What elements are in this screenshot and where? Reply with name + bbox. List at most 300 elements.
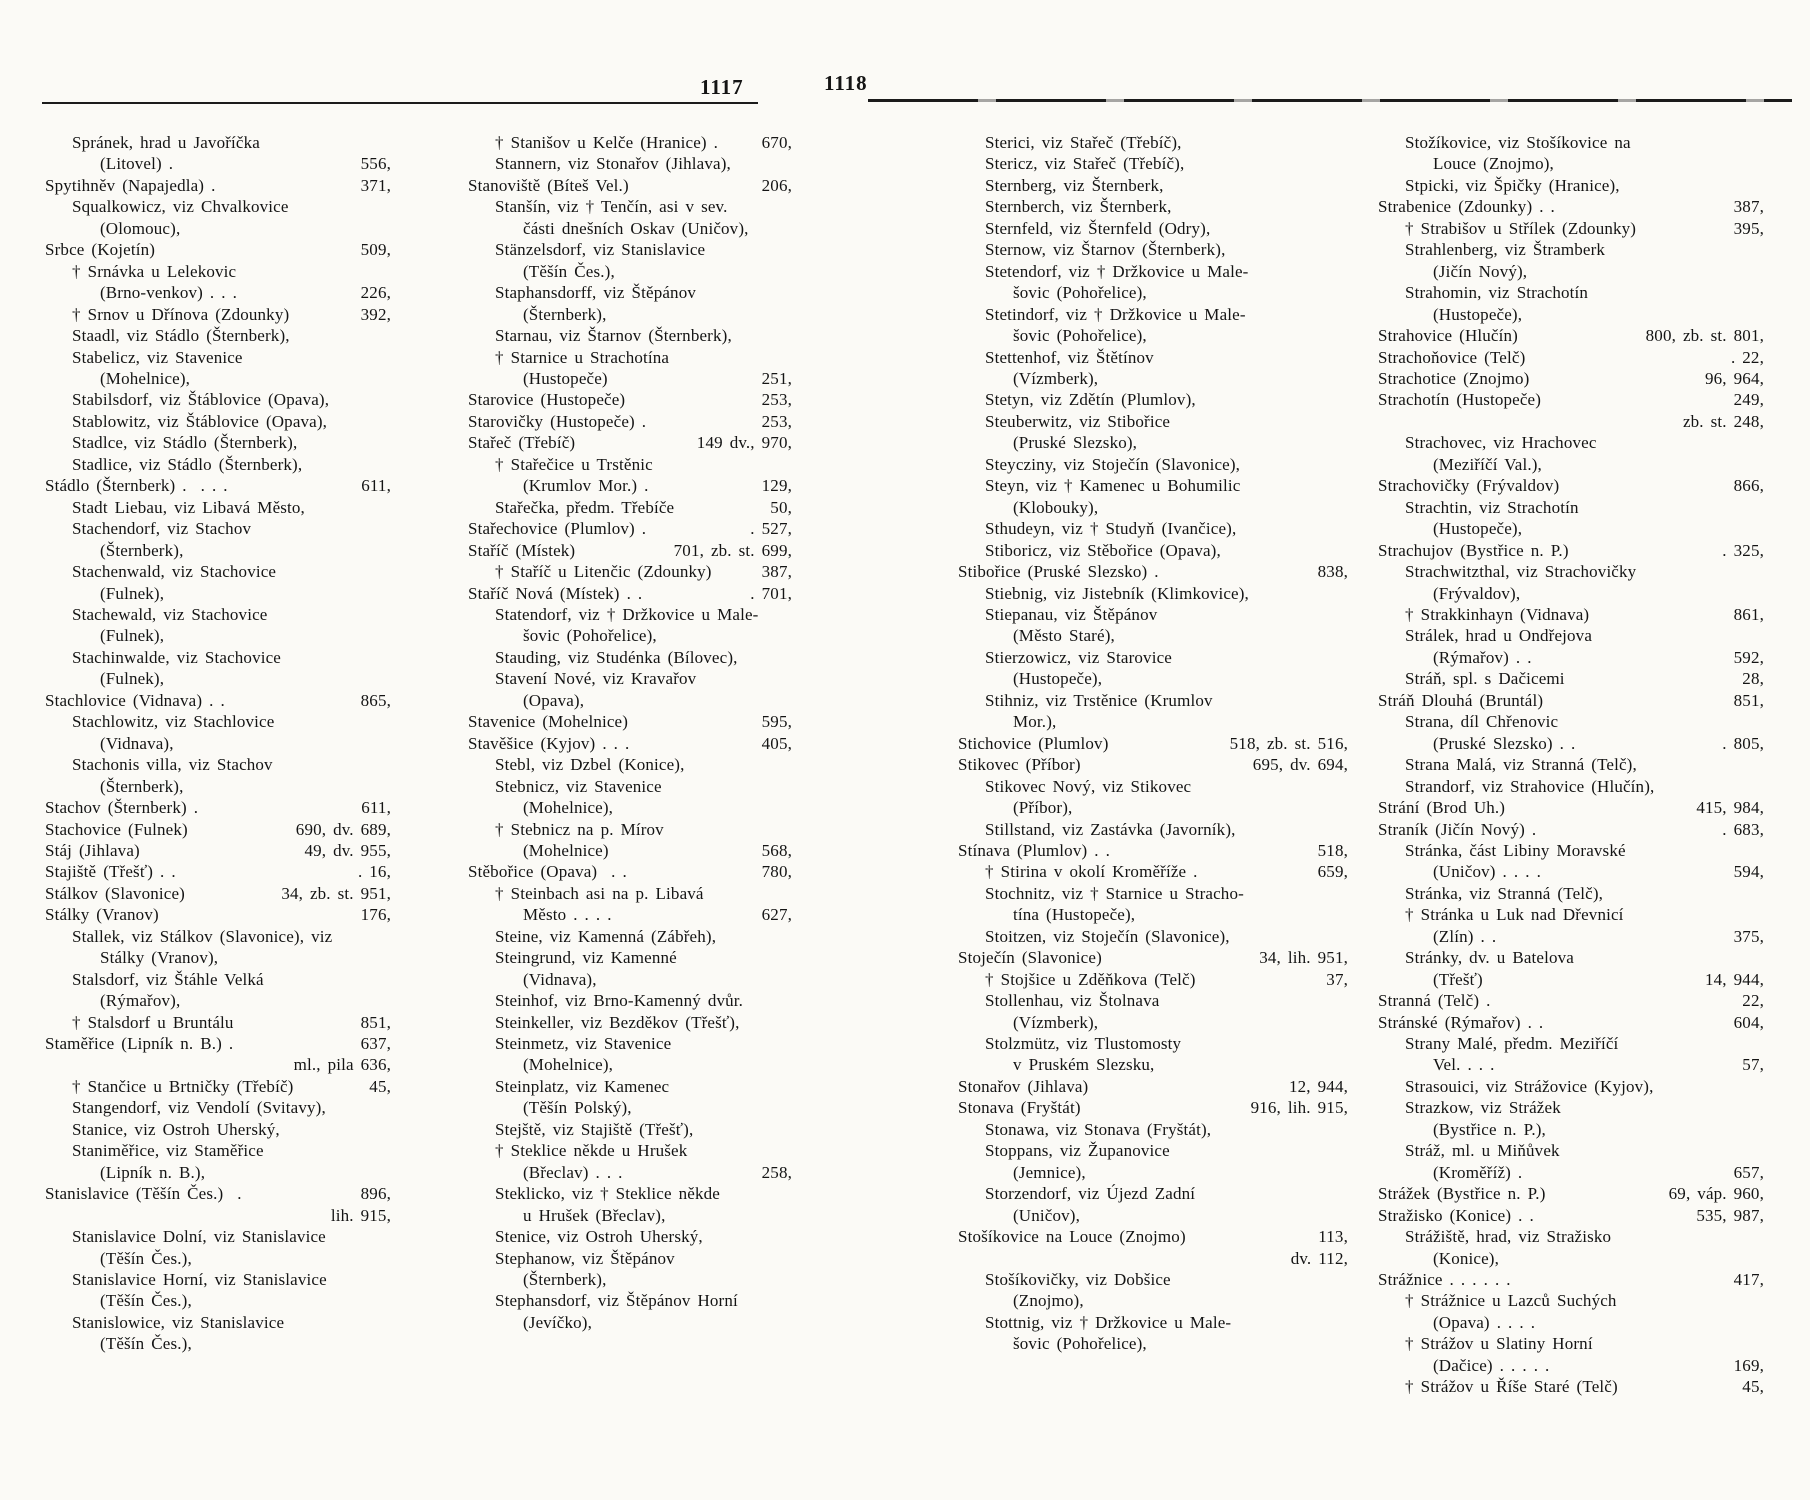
index-entry-line [1378, 325, 1764, 346]
index-entry-line [468, 1248, 792, 1269]
entry-text: Stanice, viz Ostroh Uherský, [72, 1119, 280, 1139]
index-entry-line [1378, 797, 1764, 818]
entry-page-ref: 637, [360, 1034, 391, 1054]
index-entry-line [958, 218, 1348, 239]
index-entry-line [958, 518, 1348, 539]
index-entry-line [45, 625, 391, 646]
index-entry-line [468, 411, 792, 432]
index-entry-line [468, 647, 792, 668]
entry-text: Strachoňovice (Telč) [1378, 347, 1526, 367]
entry-text: (Uničov) . . . . [1433, 862, 1541, 882]
index-column-1117-right [468, 132, 792, 1333]
index-entry-line [468, 690, 792, 711]
entry-text: Stavení Nové, viz Kravařov [495, 669, 697, 689]
entry-text: (Těšín Čes.), [100, 1334, 192, 1354]
entry-text [1620, 411, 1675, 432]
index-entry-line [1378, 1312, 1764, 1333]
entry-text: (Mohelnice), [523, 1055, 614, 1075]
index-entry-line [1378, 947, 1764, 968]
index-entry-line [45, 711, 391, 732]
entry-text: Starovičky (Hustopeče) . [468, 411, 647, 431]
index-entry-line [1378, 1033, 1764, 1054]
index-entry-line [1378, 411, 1764, 432]
index-entry-line [45, 497, 391, 518]
entry-text: Stádlo (Šternberk) . . . . [45, 476, 228, 496]
entry-text: Stajiště (Třešť) . . [45, 862, 176, 882]
index-entry-line [45, 883, 391, 904]
entry-page-ref: 96, 964, [1705, 368, 1764, 388]
index-entry-line [958, 969, 1348, 990]
entry-text: Stiepanau, viz Štěpánov [985, 604, 1158, 624]
index-entry-line [1378, 733, 1764, 754]
entry-text: Stanislavice (Těšín Čes.) . [45, 1184, 242, 1204]
index-entry-line [958, 454, 1348, 475]
entry-text: (Hustopeče), [1433, 519, 1523, 539]
page-number-right: 1118 [824, 71, 868, 95]
entry-page-ref: 405, [761, 733, 792, 753]
entry-text: (Šternberk), [100, 540, 184, 560]
entry-page-ref: 50, [770, 497, 792, 517]
entry-text: Strany Malé, předm. Meziříčí [1405, 1034, 1619, 1054]
entry-page-ref: dv. 112, [1290, 1248, 1348, 1268]
index-entry-line [1378, 218, 1764, 239]
entry-text: Steyn, viz † Kamenec u Bohumilic [985, 476, 1241, 496]
index-entry-line [1378, 368, 1764, 389]
entry-text: Stachlovice (Vidnava) . . [45, 690, 225, 710]
index-entry-line [1378, 1248, 1764, 1269]
entry-text: Strasouici, viz Strážovice (Kyjov), [1405, 1076, 1654, 1096]
index-entry-line [45, 990, 391, 1011]
entry-text: (Těšín Polský), [523, 1098, 632, 1118]
entry-text: Stiebnig, viz Jistebník (Klimkovice), [985, 583, 1249, 603]
entry-page-ref: 226, [360, 283, 391, 303]
entry-text: Steinplatz, viz Kamenec [495, 1076, 670, 1096]
entry-text: (Vízmberk), [1013, 368, 1099, 388]
entry-text: Stauding, viz Studénka (Bílovec), [495, 647, 738, 667]
index-entry-line [958, 947, 1348, 968]
index-entry-line [1378, 969, 1764, 990]
entry-text: (Klobouky), [1013, 497, 1099, 517]
entry-page-ref: 57, [1742, 1055, 1764, 1075]
entry-text: Starnau, viz Štarnov (Šternberk), [495, 326, 732, 346]
index-entry-line [45, 1226, 391, 1247]
entry-text: Stachinwalde, viz Stachovice [72, 647, 281, 667]
index-entry-line [45, 304, 391, 325]
entry-page-ref: 916, lih. 915, [1250, 1098, 1348, 1118]
index-entry-line [958, 1290, 1348, 1311]
entry-text: Stadt Liebau, viz Libavá Město, [72, 497, 305, 517]
index-entry-line [468, 926, 792, 947]
entry-text: Strana Malá, viz Stranná (Telč), [1405, 755, 1637, 775]
entry-text: Stetyn, viz Zdětín (Plumlov), [985, 390, 1196, 410]
entry-text: Stallek, viz Stálkov (Slavonice), viz [72, 926, 333, 946]
entry-text: Stadlice, viz Stádlo (Šternberk), [72, 454, 303, 474]
entry-text: u Hrušek (Břeclav), [523, 1205, 666, 1225]
entry-text: Stráň Dlouhá (Bruntál) [1378, 690, 1544, 710]
index-entry-line [468, 733, 792, 754]
index-entry-line [958, 1226, 1348, 1247]
entry-text: tína (Hustopeče), [1013, 905, 1136, 925]
index-entry-line [958, 432, 1348, 453]
entry-text: části dnešních Oskav (Uničov), [523, 218, 749, 238]
index-entry-line [468, 1183, 792, 1204]
index-entry-line [1378, 904, 1764, 925]
entry-text: (Vízmberk), [1013, 1012, 1099, 1032]
index-entry-line [45, 604, 391, 625]
entry-text: (Pruské Slezsko), [1013, 433, 1138, 453]
index-entry-line [45, 1076, 391, 1097]
index-entry-line [958, 1312, 1348, 1333]
entry-text: Stannern, viz Stonařov (Jihlava), [495, 154, 731, 174]
index-entry-line [958, 282, 1348, 303]
entry-text: Stachewald, viz Stachovice [72, 604, 268, 624]
index-entry-line [958, 239, 1348, 260]
entry-text: Stařečka, předm. Třebíče [495, 497, 675, 517]
entry-page-ref: 838, [1317, 562, 1348, 582]
entry-text: Strandorf, viz Strahovice (Hlučín), [1405, 776, 1655, 796]
entry-text: † Stránka u Luk nad Dřevnicí [1405, 905, 1624, 925]
index-entry-line [1378, 711, 1764, 732]
entry-text: Stottnig, viz † Držkovice u Male- [985, 1312, 1232, 1332]
entry-text: (Hustopeče), [1013, 669, 1103, 689]
entry-text: Sternberg, viz Šternberk, [985, 175, 1164, 195]
entry-text: Stanislowice, viz Stanislavice [72, 1312, 285, 1332]
entry-text: Stonařov (Jihlava) [958, 1076, 1089, 1096]
index-entry-line [468, 132, 792, 153]
entry-text: (Těšín Čes.), [523, 261, 615, 281]
entry-text: Stínava (Plumlov) . . [958, 840, 1110, 860]
index-entry-line [1378, 1205, 1764, 1226]
entry-text: (Město Staré), [1013, 626, 1115, 646]
entry-text: (Znojmo), [1013, 1291, 1084, 1311]
index-entry-line [958, 1205, 1348, 1226]
entry-page-ref: 45, [1742, 1377, 1764, 1397]
index-entry-line [1378, 840, 1764, 861]
entry-text: Stollenhau, viz Štolnava [985, 991, 1160, 1011]
entry-page-ref: 22, [1742, 991, 1764, 1011]
index-column-1118-right [1378, 132, 1764, 1398]
index-entry-line [1378, 1097, 1764, 1118]
entry-page-ref: 415, 984, [1696, 798, 1764, 818]
entry-text: Strahlenberg, viz Štramberk [1405, 240, 1606, 260]
entry-text: Stettenhof, viz Štětínov [985, 347, 1154, 367]
index-entry-line [958, 861, 1348, 882]
entry-text: Strachtin, viz Strachotín [1405, 497, 1579, 517]
entry-page-ref: 417, [1733, 1270, 1764, 1290]
entry-text: Stibořice (Pruské Slezsko) . [958, 562, 1159, 582]
entry-page-ref: 129, [761, 476, 792, 496]
entry-text: † Srnov u Dřínova (Zdounky) [72, 304, 290, 324]
index-entry-line [958, 497, 1348, 518]
entry-text: (Lipník n. B.), [100, 1162, 206, 1182]
index-entry-line [45, 368, 391, 389]
index-entry-line [958, 347, 1348, 368]
index-entry-line [468, 196, 792, 217]
index-entry-line [468, 518, 792, 539]
index-entry-line [45, 561, 391, 582]
entry-text [268, 1205, 323, 1226]
entry-text: Stáj (Jihlava) [45, 840, 140, 860]
entry-text: Stálky (Vranov), [100, 948, 219, 968]
index-entry-line [45, 218, 391, 239]
entry-page-ref: 800, zb. st. 801, [1645, 326, 1764, 346]
entry-text: (Vidnava), [100, 733, 174, 753]
index-entry-line [45, 454, 391, 475]
index-entry-line [468, 819, 792, 840]
entry-text: Strachotice (Znojmo) [1378, 368, 1530, 388]
index-entry-line [958, 733, 1348, 754]
index-entry-line [468, 668, 792, 689]
entry-page-ref: 253, [761, 411, 792, 431]
entry-text: Stebl, viz Dzbel (Konice), [495, 755, 685, 775]
entry-text: Stabilsdorf, viz Štáblovice (Opava), [72, 390, 330, 410]
entry-text: Strážek (Bystřice n. P.) [1378, 1184, 1546, 1204]
entry-page-ref: 387, [761, 562, 792, 582]
entry-text: Stoppans, viz Županovice [985, 1141, 1170, 1161]
index-entry-line [45, 1269, 391, 1290]
entry-text: Stephanow, viz Štěpánov [495, 1248, 675, 1268]
entry-text: Stráň, spl. s Dačicemi [1405, 669, 1565, 689]
index-entry-line [45, 926, 391, 947]
entry-text: Stachendorf, viz Stachov [72, 519, 252, 539]
entry-text: (Hustopeče) [523, 368, 608, 388]
index-entry-line [45, 947, 391, 968]
entry-text: Mor.), [1013, 712, 1057, 732]
entry-text: Stachenwald, viz Stachovice [72, 562, 277, 582]
index-entry-line [1378, 304, 1764, 325]
entry-page-ref: 14, 944, [1705, 969, 1764, 989]
index-entry-line [1378, 132, 1764, 153]
entry-text: Stänzelsdorf, viz Stanislavice [495, 240, 706, 260]
entry-text: (Kroměříž) . [1433, 1162, 1523, 1182]
index-entry-line [468, 1312, 792, 1333]
entry-page-ref: . 805, [1722, 733, 1764, 753]
entry-text: (Třešť) [1433, 969, 1483, 989]
entry-page-ref: 866, [1733, 476, 1764, 496]
index-entry-line [958, 647, 1348, 668]
index-entry-line [468, 432, 792, 453]
entry-page-ref: 595, [761, 712, 792, 732]
index-entry-line [468, 368, 792, 389]
entry-text: Staphansdorff, viz Štěpánov [495, 283, 696, 303]
entry-text: Sterici, viz Stařeč (Třebíč), [985, 133, 1182, 152]
index-entry-line [1378, 347, 1764, 368]
entry-text: (Opava) . . . . [1433, 1312, 1536, 1332]
index-entry-line [45, 861, 391, 882]
entry-text: (Šternberk), [523, 304, 607, 324]
index-entry-line [1378, 475, 1764, 496]
header-rule-left [42, 102, 758, 104]
entry-text [231, 1054, 286, 1075]
entry-page-ref: 657, [1733, 1162, 1764, 1182]
entry-text: Steinmetz, viz Stavenice [495, 1034, 672, 1054]
index-entry-line [1378, 175, 1764, 196]
index-entry-line [468, 947, 792, 968]
index-entry-line [468, 904, 792, 925]
entry-text: (Fulnek), [100, 626, 165, 646]
index-entry-line [1378, 1269, 1764, 1290]
entry-text: Strážiště, hrad, viz Stražisko [1405, 1227, 1612, 1247]
index-entry-line [958, 561, 1348, 582]
index-entry-line [468, 475, 792, 496]
index-entry-line [1378, 754, 1764, 775]
index-entry-line [45, 325, 391, 346]
index-entry-line [468, 282, 792, 303]
entry-text: Stangendorf, viz Vendolí (Svitavy), [72, 1098, 326, 1118]
index-entry-line [468, 1119, 792, 1140]
entry-text: Stoitzen, viz Stoječín (Slavonice), [985, 926, 1230, 946]
index-entry-line [468, 1162, 792, 1183]
entry-page-ref: 149 dv., 970, [696, 433, 792, 453]
index-entry-line [45, 132, 391, 153]
entry-text: † Strabišov u Střílek (Zdounky) [1405, 218, 1637, 238]
index-entry-line [45, 690, 391, 711]
entry-page-ref: 395, [1733, 218, 1764, 238]
entry-text: Stonawa, viz Stonava (Fryštát), [985, 1119, 1212, 1139]
entry-page-ref: 780, [761, 862, 792, 882]
index-entry-line [958, 175, 1348, 196]
index-entry-line [45, 1054, 391, 1075]
entry-text: Stiboricz, viz Stěbořice (Opava), [985, 540, 1221, 560]
entry-text: (Břeclav) . . . [523, 1162, 623, 1182]
entry-text: Squalkowicz, viz Chvalkovice [72, 197, 289, 217]
index-entry-line [958, 261, 1348, 282]
entry-text: † Stařečice u Trstěnic [495, 454, 653, 474]
entry-text: † Strážnice u Lazců Suchých [1405, 1291, 1617, 1311]
entry-text: (Rýmařov), [100, 991, 181, 1011]
entry-text: Steinkeller, viz Bezděkov (Třešť), [495, 1012, 740, 1032]
entry-text: (Šternberk), [100, 776, 184, 796]
entry-page-ref: 258, [761, 1162, 792, 1182]
entry-text: (Fulnek), [100, 669, 165, 689]
entry-text: Steine, viz Kamenná (Zábřeh), [495, 926, 717, 946]
entry-page-ref: 594, [1733, 862, 1764, 882]
index-entry-line [958, 1054, 1348, 1075]
entry-text: Stošíkovice na Louce (Znojmo) [958, 1227, 1186, 1247]
index-entry-line [468, 990, 792, 1011]
entry-text: (Olomouc), [100, 218, 181, 238]
index-entry-line [45, 1312, 391, 1333]
index-entry-line [1378, 518, 1764, 539]
entry-text: Stericz, viz Stařeč (Třebíč), [985, 154, 1185, 174]
entry-text: Stránky, dv. u Batelova [1405, 948, 1574, 968]
index-entry-line [958, 1162, 1348, 1183]
entry-text: (Brno-venkov) . . . [100, 283, 238, 303]
index-entry-line [1378, 1012, 1764, 1033]
entry-text: (Meziříčí Val.), [1433, 454, 1542, 474]
index-entry-line [958, 668, 1348, 689]
index-entry-line [45, 840, 391, 861]
index-entry-line [1378, 454, 1764, 475]
index-entry-line [1378, 540, 1764, 561]
entry-page-ref: 535, 987, [1696, 1205, 1764, 1225]
entry-page-ref: 249, [1733, 390, 1764, 410]
entry-page-ref: 375, [1733, 926, 1764, 946]
index-entry-line [1378, 1355, 1764, 1376]
index-entry-line [468, 1290, 792, 1311]
entry-page-ref: 113, [1318, 1227, 1348, 1247]
entry-text: Stetendorf, viz † Držkovice u Male- [985, 261, 1249, 281]
entry-text: Stožíkovice, viz Stošíkovice na [1405, 133, 1631, 152]
index-entry-line [468, 1140, 792, 1161]
entry-text: Strana, díl Chřenovic [1405, 712, 1559, 732]
index-entry-line [468, 1205, 792, 1226]
index-entry-line [45, 733, 391, 754]
entry-text: Stihniz, viz Trstěnice (Krumlov [985, 690, 1213, 710]
entry-text: (Vidnava), [523, 969, 597, 989]
entry-text: Stránka, část Libiny Moravské [1405, 840, 1626, 860]
index-entry-line [958, 304, 1348, 325]
entry-page-ref: 865, [360, 690, 391, 710]
index-entry-line [958, 325, 1348, 346]
entry-page-ref: 611, [361, 476, 391, 496]
entry-text: Stachov (Šternberk) . [45, 798, 199, 818]
index-entry-line [958, 754, 1348, 775]
index-entry-line [1378, 1076, 1764, 1097]
index-entry-line [45, 175, 391, 196]
entry-text: † Strážov u Slatiny Horní [1405, 1334, 1593, 1354]
index-entry-line [958, 1076, 1348, 1097]
entry-text: Stěbořice (Opava) . . [468, 862, 627, 882]
entry-page-ref: 627, [761, 905, 792, 925]
index-entry-line [1378, 647, 1764, 668]
entry-text: † Steklice někde u Hrušek [495, 1141, 688, 1161]
entry-text: Strazkow, viz Strážek [1405, 1098, 1561, 1118]
index-entry-line [958, 819, 1348, 840]
entry-text: Stabelicz, viz Stavenice [72, 347, 243, 367]
entry-text: Stephansdorf, viz Štěpánov Horní [495, 1291, 738, 1311]
index-entry-line [958, 132, 1348, 153]
index-entry-line [468, 1033, 792, 1054]
entry-text: Stranná (Telč) . [1378, 991, 1491, 1011]
index-entry-line [958, 1248, 1348, 1269]
page-number-left: 1117 [700, 75, 744, 99]
entry-text: Stadlce, viz Stádlo (Šternberk), [72, 433, 298, 453]
entry-text: Stošíkovičky, viz Dobšice [985, 1270, 1171, 1290]
index-entry-line [1378, 1119, 1764, 1140]
entry-text: Strahomin, viz Strachotín [1405, 283, 1589, 303]
index-entry-line [958, 411, 1348, 432]
entry-text: † Srnávka u Lelekovic [72, 261, 237, 281]
entry-page-ref: zb. st. 248, [1682, 411, 1764, 431]
entry-page-ref: 861, [1733, 604, 1764, 624]
entry-page-ref: 592, [1733, 647, 1764, 667]
index-entry-line [45, 819, 391, 840]
entry-text: Steinhof, viz Brno-Kamenný dvůr. [495, 991, 744, 1011]
index-entry-line [1378, 1333, 1764, 1354]
index-entry-line [45, 797, 391, 818]
index-entry-line [45, 196, 391, 217]
index-entry-line [468, 325, 792, 346]
index-entry-line [468, 754, 792, 775]
index-entry-line [1378, 990, 1764, 1011]
entry-text: (Litovel) . [100, 154, 174, 174]
index-entry-line [468, 347, 792, 368]
entry-page-ref: 371, [360, 175, 391, 195]
entry-text: Stránské (Rýmařov) . . [1378, 1012, 1544, 1032]
index-entry-line [45, 754, 391, 775]
entry-text: Stanislavice Horní, viz Stanislavice [72, 1270, 327, 1290]
index-entry-line [45, 432, 391, 453]
index-entry-line [45, 1290, 391, 1311]
entry-page-ref: 518, zb. st. 516, [1229, 733, 1348, 753]
entry-text: Stachonis villa, viz Stachov [72, 755, 273, 775]
index-entry-line [45, 282, 391, 303]
entry-text: Stráž, ml. u Miňůvek [1405, 1141, 1560, 1161]
entry-text: (Jevíčko), [523, 1312, 593, 1332]
index-entry-line [468, 561, 792, 582]
entry-text: † Stebnicz na p. Mírov [495, 819, 664, 839]
